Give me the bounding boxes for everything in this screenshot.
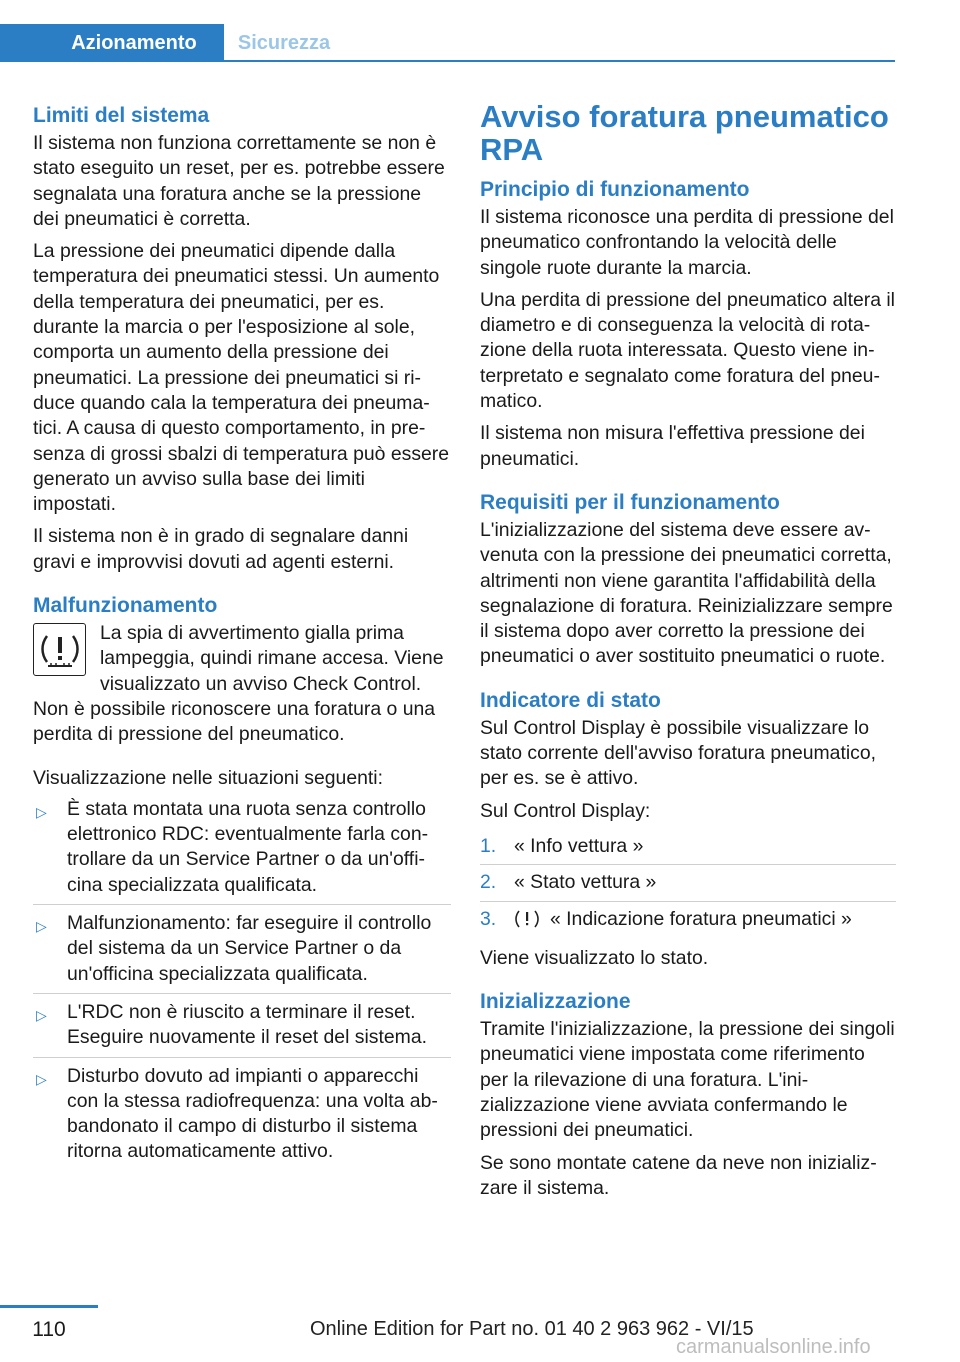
list-item-text: Disturbo dovuto ad impianti o apparecchi con la stessa radiofrequenza: una volta abbandonato il campo di disturbo il sistema ritorna automaticamente attivo. (67, 1064, 438, 1163)
paragraph: L'inizializzazione del sistema deve essere avvenuta con la pressione dei pneumatici corretta, altrimenti non viene garantita l'affidabilità della segnalazione di foratura. Reinizializzare sempre il sistema dopo aver corretto la pressione dei pneumatici o aver sostituito pneumatici o ruote. (480, 518, 893, 668)
section-heading-status: Indicatore di stato (480, 688, 661, 712)
list-item (33, 1064, 451, 1171)
list-item (480, 834, 896, 865)
list-item (33, 1000, 451, 1058)
step-number: 2. (480, 871, 497, 894)
paragraph: La spia di avvertimento gialla prima lampeggia, quindi rimane accesa. Viene visualizzato un avviso Check Control. (100, 622, 444, 695)
paragraph: Tramite l'inizializzazione, la pressione dei singoli pneumatici viene impostata come riferimento per la rilevazione di una foratura. L'inizializzazione viene avviata confermando le pressioni dei pneumatici. (480, 1018, 895, 1142)
list-item (480, 907, 896, 941)
warning-light-block (33, 621, 451, 747)
section-heading-malfunction: Malfunzionamento (33, 594, 218, 618)
chapter-tab-sicurezza (224, 24, 344, 62)
edition-note: Online Edition for Part no. 01 40 2 963 962 - VI/15 (310, 1318, 754, 1340)
left-column (33, 100, 451, 1177)
triangle-right-marker-icon: ▷ (36, 1006, 47, 1023)
step-number: 3. (480, 907, 497, 930)
tire-pressure-warning-icon (33, 623, 86, 676)
list-item-text: L'RDC non è riuscito a terminare il reset. Eseguire nuovamente il reset del sistema. (67, 1000, 427, 1049)
paragraph: Se sono montate catene da neve non inizializzare il sistema. (480, 1151, 877, 1199)
right-column (480, 100, 896, 1208)
tire-puncture-icon (514, 909, 540, 936)
section-heading-principle: Principio di funzionamento (480, 178, 750, 201)
paragraph: Una perdita di pressione del pneumatico altera il diametro e di conseguenza la velocità di rotazione della ruota interessata. Questo viene interpretato e segnalato come foratura del pneumatico. (480, 288, 895, 413)
list-item (480, 870, 896, 901)
list-item (33, 797, 451, 905)
paragraph: Viene visualizzato lo stato. (480, 946, 709, 969)
step-text: « Indicazione foratura pneumatici » (550, 907, 852, 930)
step-text: « Info vettura » (514, 834, 644, 857)
paragraph: Il sistema non è in grado di segnalare danni gravi e improvvisi dovuti ad agenti esterni. (33, 525, 409, 573)
step-text: « Stato vettura » (514, 871, 657, 894)
paragraph: Sul Control Display: (480, 799, 651, 822)
watermark: carmanualsonline.info (676, 1336, 871, 1358)
step-number: 1. (480, 834, 497, 857)
section-heading-limits: Limiti del sistema (33, 104, 210, 127)
chapter-tab-label: Sicurezza (237, 31, 331, 54)
situations-list (33, 797, 451, 1171)
chapter-tab-label: Azionamento (71, 31, 197, 54)
triangle-right-marker-icon: ▷ (36, 1070, 47, 1087)
list-item-text: È stata montata una ruota senza controllo elettronico RDC: eventualmente farla controllare da un Service Partner o da un'officina specializzata qualificata. (67, 797, 429, 896)
paragraph: Il sistema non funziona correttamente se non è stato eseguito un reset, per es. potrebbe essere segnalata una foratura anche se la pressione dei pneumatici è corretta. (33, 132, 445, 230)
page-title: Avviso foratura pneumatico RPA (480, 99, 889, 167)
section-heading-init: Inizializzazione (480, 990, 631, 1014)
page-header (0, 0, 960, 62)
paragraph: Sul Control Display è possibile visualizzare lo stato corrente dell'avviso foratura pneumatico, per es. se è attivo. (480, 716, 877, 790)
header-divider (224, 60, 895, 62)
paragraph: La pressione dei pneumatici dipende dalla temperatura dei pneumatici stessi. Un aumento della temperatura dei pneumatici, per es. durante la marcia o per l'esposizione al sole, comporta un aumento della pressione dei pneumatici. La pressione dei pneumatici si riduce quando cala la temperatura dei pneumatici. A causa di questo comportamento, in presenza di grossi sbalzi di temperatura può essere generato un avviso sulla base dei limiti impostati. (33, 240, 450, 516)
list-item-text: Malfunzionamento: far eseguire il controllo del sistema da un Service Partner o da un'officina specializzata qualificata. (67, 912, 432, 985)
paragraph: Visualizzazione nelle situazioni seguenti: (33, 766, 383, 789)
paragraph: Il sistema non misura l'effettiva pressione dei pneumatici. (480, 422, 865, 470)
footer-divider (0, 1305, 98, 1308)
paragraph: Il sistema riconosce una perdita di pressione del pneumatico confrontando la velocità delle singole ruote durante la marcia. (480, 206, 894, 279)
triangle-right-marker-icon: ▷ (36, 803, 47, 820)
list-item (33, 911, 451, 994)
chapter-tab-azionamento (0, 24, 224, 62)
page-number: 110 (32, 1318, 66, 1341)
triangle-right-marker-icon: ▷ (36, 918, 47, 935)
section-heading-requirements: Requisiti per il funzionamento (480, 490, 780, 514)
steps-list (480, 834, 896, 941)
paragraph: Non è possibile riconoscere una foratura o una perdita di pressione del pneumatico. (33, 697, 436, 746)
